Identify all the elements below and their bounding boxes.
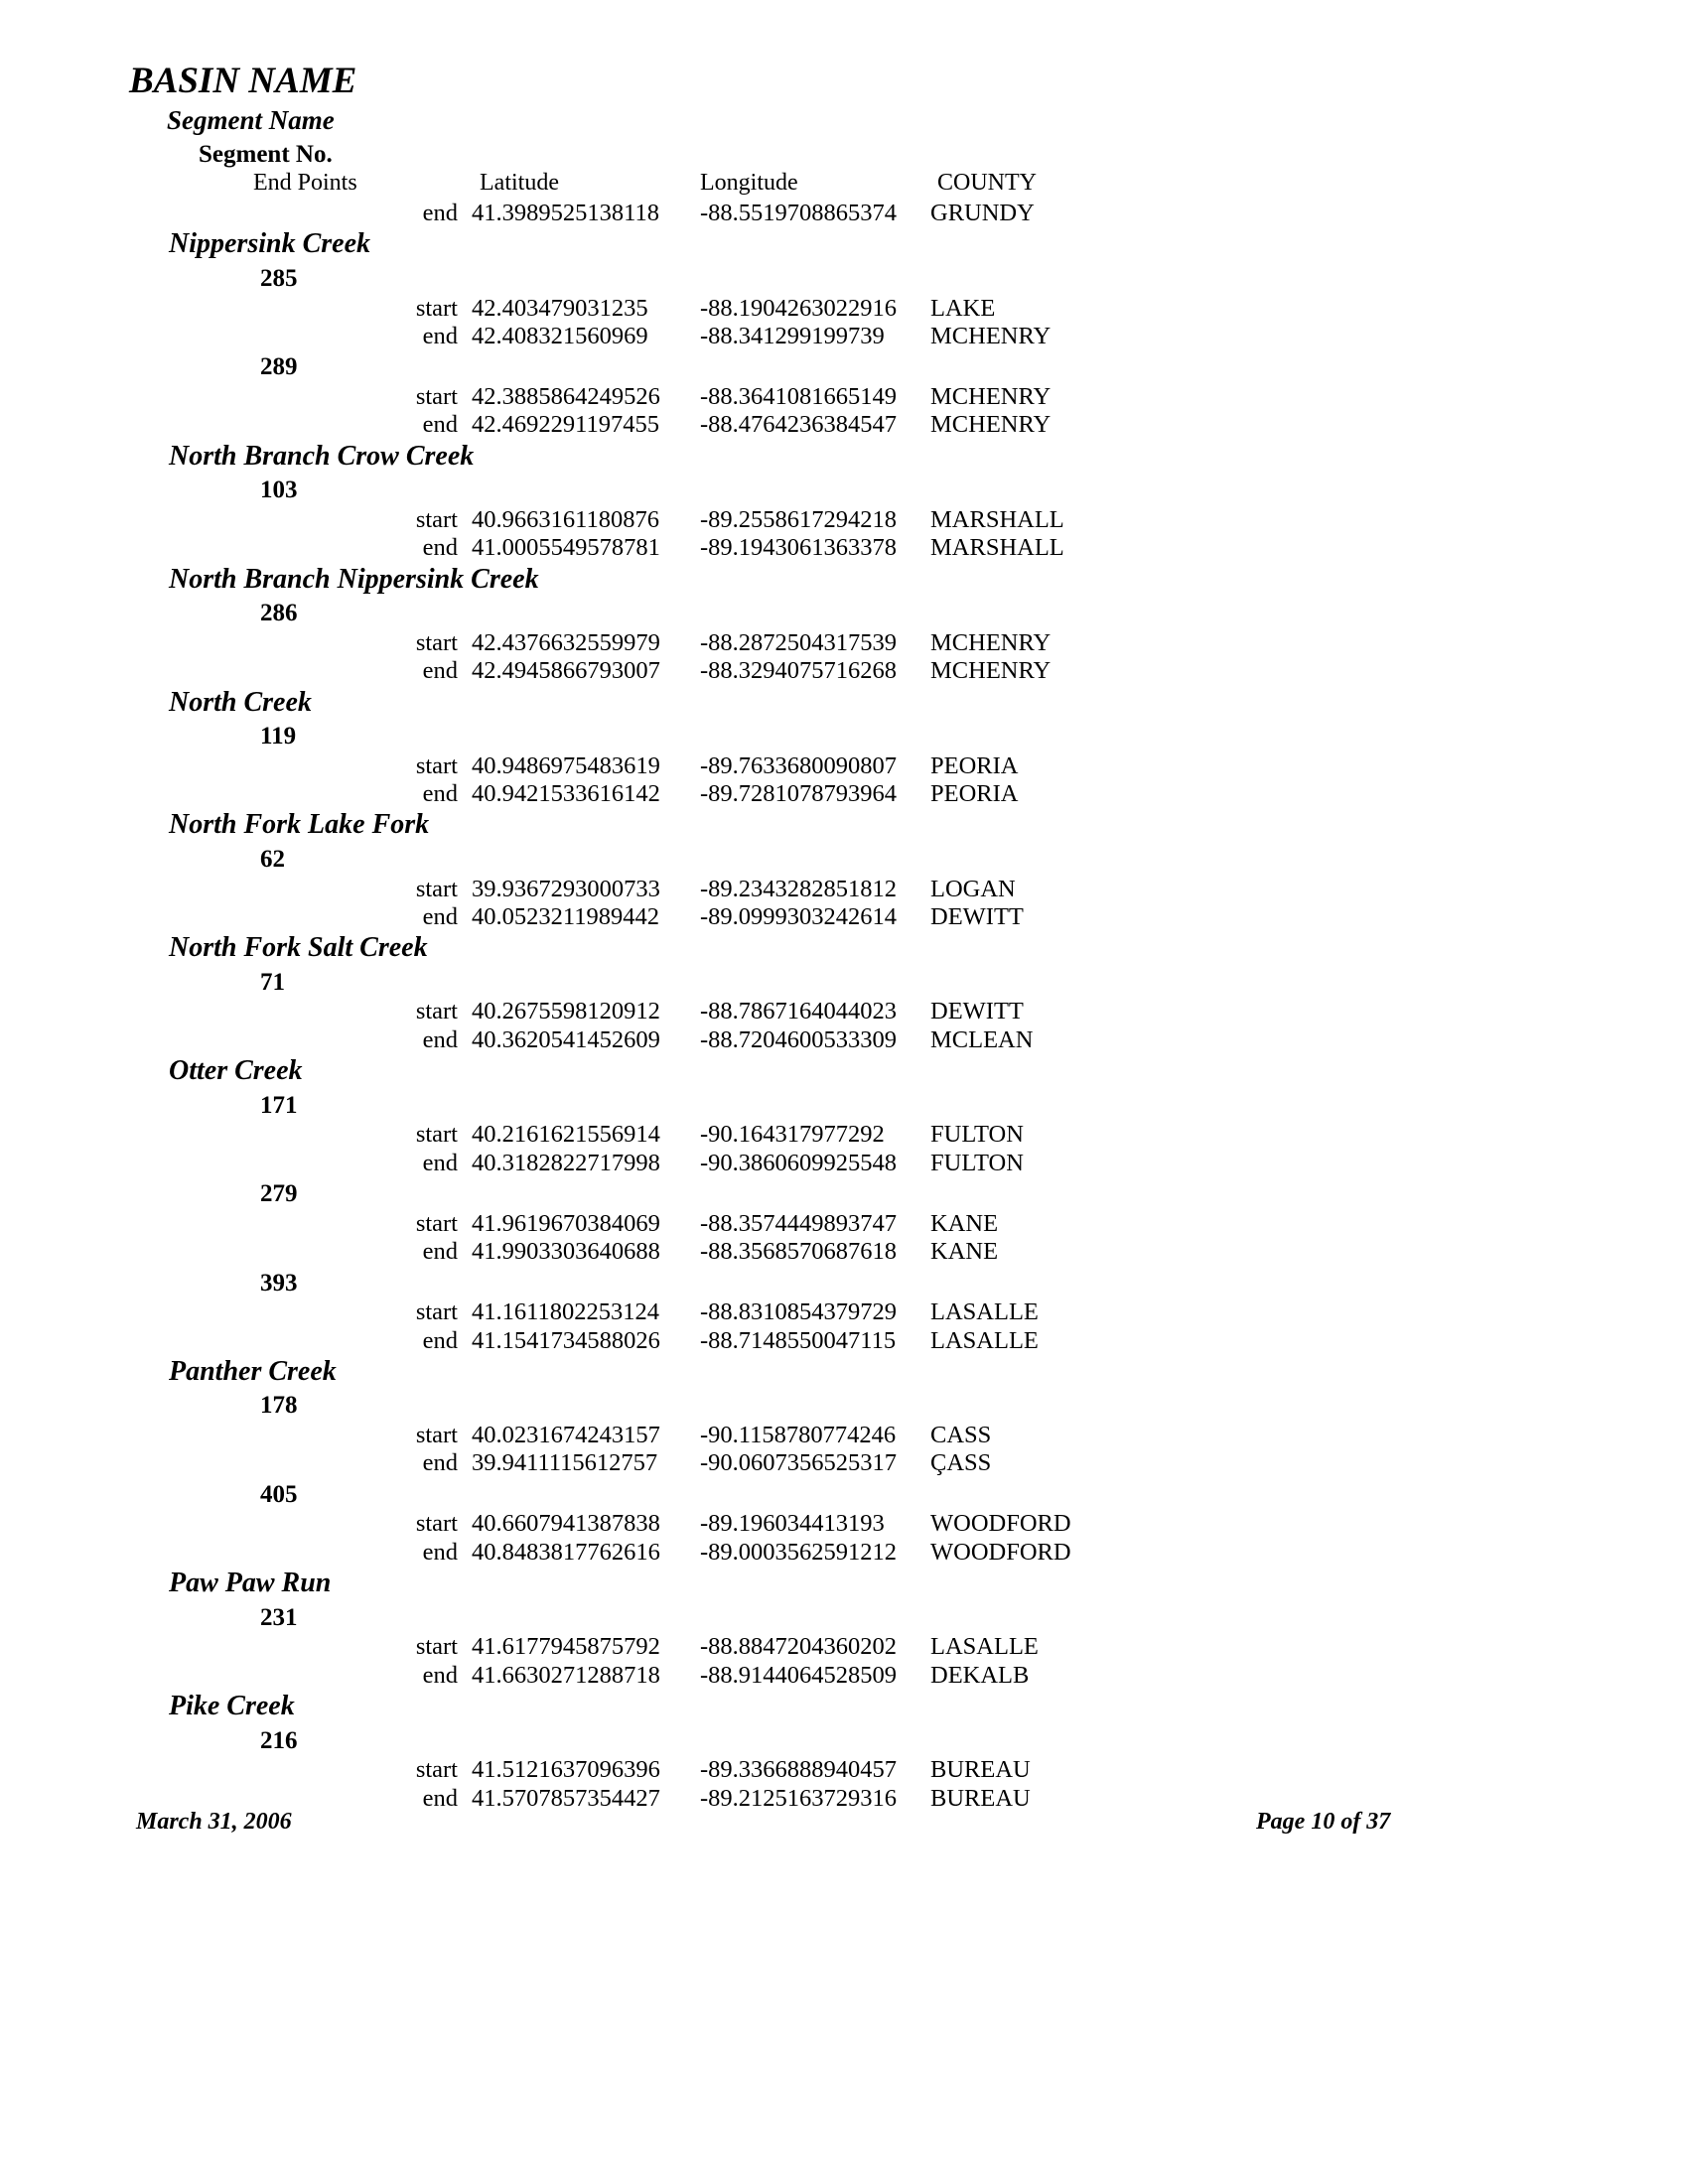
longitude-value: -88.7148550047115 [700,1326,897,1354]
latitude-value: 40.0231674243157 [472,1422,660,1448]
latitude-value: 41.1611802253124 [472,1298,659,1326]
county-value: MARSHALL [930,534,1064,562]
segment-number: 285 [260,264,298,292]
latitude-value: 40.8483817762616 [472,1538,660,1566]
latitude-value: 42.408321560969 [472,322,648,349]
point-label: start [415,1422,458,1448]
segment-number: 71 [260,968,285,996]
latitude-value: 42.4376632559979 [472,628,660,656]
county-value: MCHENRY [930,322,1052,349]
longitude-value: -89.196034413193 [700,1510,885,1538]
latitude-value: 40.9486975483619 [472,751,660,779]
longitude-value: -88.8310854379729 [700,1298,898,1326]
longitude-value: -88.2872504317539 [700,628,898,656]
point-label: start [415,1298,458,1326]
county-value: MARSHALL [930,505,1064,533]
stream-name: Paw Paw Run [169,1568,332,1599]
latitude-value: 40.0523211989442 [472,902,659,930]
longitude-value: -89.1943061363378 [700,534,898,562]
county-value: DEWITT [930,998,1024,1025]
col-county: COUNTY [937,170,1037,196]
point-label: start [415,1121,458,1149]
segment-number: 286 [260,600,298,627]
county-value: GRUNDY [930,200,1035,226]
longitude-value: -88.3568570687618 [700,1238,898,1266]
point-label: end [422,902,458,930]
coordinate-row [0,1150,1684,1177]
point-label: start [415,751,458,779]
stream-name: North Fork Salt Creek [169,932,428,964]
longitude-value: -88.7204600533309 [700,1025,898,1053]
point-label: end [422,1326,458,1354]
longitude-value: -88.341299199739 [700,322,885,349]
latitude-value: 39.9411115612757 [472,1449,658,1477]
county-value: FULTON [930,1121,1024,1149]
coordinate-row [0,752,1684,780]
coordinate-row [0,506,1684,534]
point-label: start [415,875,458,902]
point-label: start [415,998,458,1025]
latitude-value: 39.9367293000733 [472,875,660,902]
footer-date: March 31, 2006 [136,1809,292,1835]
coordinate-row [0,876,1684,903]
coordinate-row [0,1026,1684,1054]
latitude-value: 40.3620541452609 [472,1025,660,1053]
longitude-value: -90.164317977292 [700,1121,885,1149]
stream-name: North Branch Nippersink Creek [169,563,539,595]
county-value: PEORIA [930,751,1019,779]
col-end-points: End Points [253,170,357,196]
longitude-value: -88.1904263022916 [700,294,898,322]
coordinate-row [0,1210,1684,1238]
coordinate-row [0,1756,1684,1784]
point-label: end [422,1238,458,1266]
coordinate-row [0,200,1684,227]
footer-page: Page 10 of 37 [1256,1809,1391,1835]
coordinate-row [0,780,1684,808]
longitude-value: -89.0999303242614 [700,902,898,930]
county-value: BUREAU [930,1756,1031,1784]
stream-name: Otter Creek [169,1055,303,1087]
stream-name: Nippersink Creek [169,228,370,260]
coordinate-row [0,1422,1684,1449]
longitude-value: -90.1158780774246 [700,1422,897,1448]
longitude-value: -89.3366888940457 [700,1756,898,1784]
point-label: end [422,1025,458,1053]
coordinate-row [0,1662,1684,1690]
county-value: MCLEAN [930,1025,1034,1053]
coordinate-row [0,323,1684,350]
segment-number: 279 [260,1180,298,1208]
longitude-value: -88.9144064528509 [700,1661,898,1689]
coordinate-row [0,534,1684,562]
latitude-value: 40.6607941387838 [472,1510,660,1538]
latitude-value: 42.3885864249526 [472,382,660,410]
county-value: DEWITT [930,902,1024,930]
segment-number: 405 [260,1480,298,1508]
longitude-value: -88.3574449893747 [700,1209,898,1237]
longitude-value: -88.7867164044023 [700,998,898,1025]
longitude-value: -89.2558617294218 [700,505,898,533]
latitude-value: 40.9421533616142 [472,780,660,807]
longitude-value: -89.7281078793964 [700,780,898,807]
longitude-value: -88.3294075716268 [700,657,898,685]
county-value: MCHENRY [930,657,1052,685]
coordinate-row [0,1298,1684,1326]
coordinate-row [0,1327,1684,1355]
point-label: end [422,200,458,226]
latitude-value: 40.9663161180876 [472,505,659,533]
latitude-value: 41.1541734588026 [472,1326,660,1354]
latitude-value: 40.2161621556914 [472,1121,660,1149]
county-value: FULTON [930,1149,1024,1176]
segment-number: 171 [260,1091,298,1119]
point-label: end [422,1538,458,1566]
latitude-value: 41.3989525138118 [472,200,659,226]
latitude-value: 41.5707857354427 [472,1784,660,1812]
point-label: start [415,1209,458,1237]
point-label: end [422,780,458,807]
longitude-value: -88.5519708865374 [700,200,898,226]
col-longitude: Longitude [700,170,798,196]
longitude-value: -89.2125163729316 [700,1784,898,1812]
county-value: CASS [930,1422,992,1448]
longitude-value: -89.7633680090807 [700,751,898,779]
latitude-value: 41.0005549578781 [472,534,660,562]
coordinate-row [0,1238,1684,1266]
point-label: start [415,1756,458,1784]
coordinate-row [0,295,1684,323]
coordinate-row [0,1510,1684,1538]
latitude-value: 42.403479031235 [472,294,648,322]
county-value: ÇASS [930,1449,992,1477]
longitude-value: -90.3860609925548 [700,1149,898,1176]
longitude-value: -88.8847204360202 [700,1633,898,1661]
coordinate-row [0,1449,1684,1477]
stream-name: North Creek [169,686,312,718]
coordinate-row [0,1121,1684,1149]
county-value: MCHENRY [930,382,1052,410]
point-label: start [415,1510,458,1538]
point-label: end [422,657,458,685]
point-label: end [422,1784,458,1812]
coordinate-row [0,1539,1684,1567]
latitude-value: 40.2675598120912 [472,998,660,1025]
point-label: end [422,411,458,439]
segment-number: 231 [260,1603,298,1631]
county-value: DEKALB [930,1661,1030,1689]
segment-no-heading: Segment No. [199,141,333,168]
col-latitude: Latitude [480,170,559,196]
coordinate-row [0,1633,1684,1661]
county-value: LAKE [930,294,996,322]
point-label: end [422,1149,458,1176]
segment-number: 289 [260,353,298,381]
coordinate-row [0,383,1684,411]
longitude-value: -90.0607356525317 [700,1449,898,1477]
latitude-value: 41.6630271288718 [472,1661,660,1689]
point-label: start [415,628,458,656]
longitude-value: -89.2343282851812 [700,875,898,902]
county-value: PEORIA [930,780,1019,807]
stream-name: Panther Creek [169,1355,337,1387]
point-label: start [415,382,458,410]
county-value: MCHENRY [930,411,1052,439]
latitude-value: 40.3182822717998 [472,1149,660,1176]
segment-number: 103 [260,477,298,504]
point-label: start [415,505,458,533]
coordinate-row [0,903,1684,931]
segment-number: 62 [260,845,285,873]
county-value: LASALLE [930,1298,1039,1326]
segment-number: 393 [260,1269,298,1297]
county-value: BUREAU [930,1784,1031,1812]
county-value: KANE [930,1238,999,1266]
coordinate-row [0,629,1684,657]
segment-number: 178 [260,1392,298,1420]
longitude-value: -88.4764236384547 [700,411,898,439]
latitude-value: 41.9619670384069 [472,1209,660,1237]
point-label: end [422,1449,458,1477]
coordinate-row [0,657,1684,685]
point-label: start [415,294,458,322]
stream-name: North Fork Lake Fork [169,809,430,841]
segment-name-heading: Segment Name [167,105,335,135]
latitude-value: 42.4945866793007 [472,657,660,685]
latitude-value: 42.4692291197455 [472,411,659,439]
longitude-value: -88.3641081665149 [700,382,898,410]
longitude-value: -89.0003562591212 [700,1538,898,1566]
county-value: LASALLE [930,1633,1039,1661]
point-label: end [422,1661,458,1689]
segment-number: 119 [260,723,297,750]
coordinate-row [0,998,1684,1025]
county-value: WOODFORD [930,1538,1071,1566]
point-label: end [422,322,458,349]
latitude-value: 41.9903303640688 [472,1238,660,1266]
county-value: LOGAN [930,875,1016,902]
stream-name: North Branch Crow Creek [169,440,475,472]
county-value: MCHENRY [930,628,1052,656]
basin-name-heading: BASIN NAME [129,61,357,101]
county-value: WOODFORD [930,1510,1071,1538]
point-label: start [415,1633,458,1661]
point-label: end [422,534,458,562]
segment-number: 216 [260,1726,298,1754]
latitude-value: 41.5121637096396 [472,1756,660,1784]
county-value: KANE [930,1209,999,1237]
stream-name: Pike Creek [169,1691,295,1722]
latitude-value: 41.6177945875792 [472,1633,660,1661]
county-value: LASALLE [930,1326,1039,1354]
coordinate-row [0,411,1684,439]
